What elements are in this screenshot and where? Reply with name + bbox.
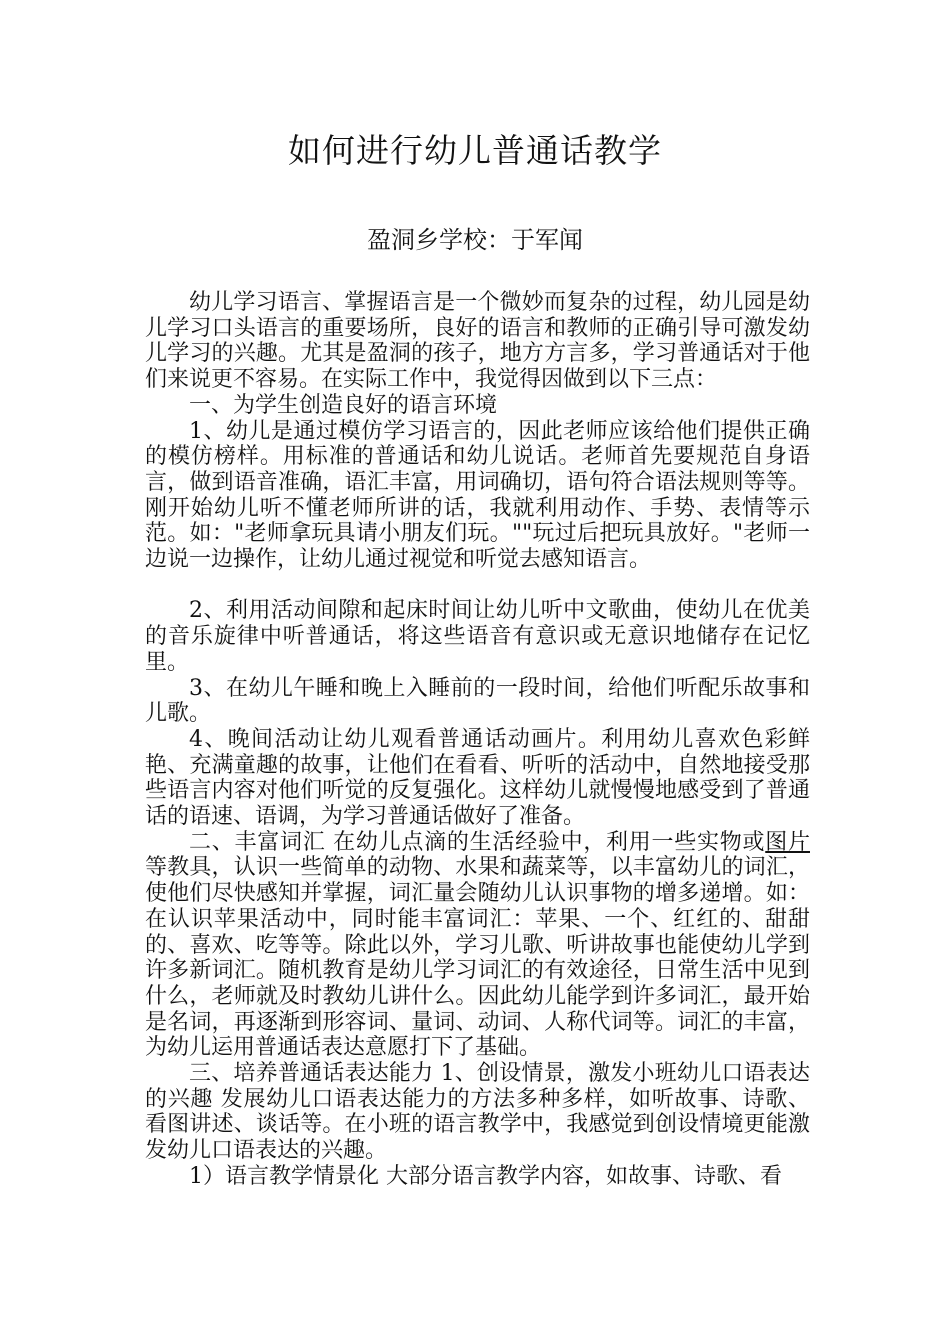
paragraph-3-1: 1）语言教学情景化 大部分语言教学内容，如故事、诗歌、看: [189, 1163, 782, 1189]
section-heading-1: 一、为学生创造良好的语言环境: [189, 392, 498, 418]
document-title: 如何进行幼儿普通话教学: [288, 131, 662, 170]
paragraph-1-4: 4、晚间活动让幼儿观看普通话动画片。利用幼儿喜欢色彩鲜艳、充满童趣的故事，让他们在看看、听听的活动中，自然地接受那些语言内容对他们听觉的反复强化。这样幼儿就慢慢地感受到了普通话的语速、语调，为学习普通话做好了准备。: [145, 726, 810, 830]
paragraph-gap: [145, 573, 810, 599]
section-heading-2: [145, 830, 810, 1061]
paragraph-1-1: 1、幼儿是通过模仿学习语言的，因此老师应该给他们提供正确的模仿榜样。用标准的普通话和幼儿说话。老师首先要规范自身语言，做到语音准确，语汇丰富，用词确切，语句符合语法规则等等。刚开始幼儿听不懂老师所讲的话，我就利用动作、手势、表情等示范。如："老师拿玩具请小朋友们玩。""玩过后把玩具放好。"老师一边说一边操作，让幼儿通过视觉和听觉去感知语言。: [145, 418, 810, 573]
section-2-lead: 二、丰富词汇 在幼儿点滴的生活经验中，利用一些实物或: [189, 829, 766, 855]
section-heading-3: 三、培养普通话表达能力 1、创设情景，激发小班幼儿口语表达的兴趣 发展幼儿口语表达能力的方法多种多样，如听故事、诗歌、看图讲述、谈话等。在小班的语言教学中，我感觉到创设情境更能激发幼儿口语表达的兴趣。: [145, 1061, 810, 1164]
document-body: [145, 290, 810, 1190]
paragraph-intro: 幼儿学习语言、掌握语言是一个微妙而复杂的过程，幼儿园是幼儿学习口头语言的重要场所，良好的语言和教师的正确引导可激发幼儿学习的兴趣。尤其是盈洞的孩子，地方方言多，学习普通话对于他们来说更不容易。在实际工作中，我觉得因做到以下三点：: [145, 290, 810, 393]
document-author: 盈洞乡学校：于军闻: [367, 226, 583, 254]
picture-link[interactable]: 图片: [765, 829, 810, 855]
section-2-rest: 等教具，认识一些简单的动物、水果和蔬菜等，以丰富幼儿的词汇，使他们尽快感知并掌握，词汇量会随幼儿认识事物的增多递增。如：在认识苹果活动中，同时能丰富词汇：苹果、一个、红红的、甜甜的、喜欢、吃等等。除此以外，学习儿歌、听讲故事也能使幼儿学到许多新词汇。随机教育是幼儿学习词汇的有效途径，日常生活中见到什么，老师就及时教幼儿讲什么。因此幼儿能学到许多词汇，最开始是名词，再逐渐到形容词、量词、动词、人称代词等。词汇的丰富，为幼儿运用普通话表达意愿打下了基础。: [145, 855, 810, 1061]
paragraph-1-2: 2、利用活动间隙和起床时间让幼儿听中文歌曲，使幼儿在优美的音乐旋律中听普通话，将这些语音有意识或无意识地储存在记忆里。: [145, 598, 810, 675]
paragraph-1-3: 3、在幼儿午睡和晚上入睡前的一段时间，给他们听配乐故事和儿歌。: [145, 675, 810, 727]
